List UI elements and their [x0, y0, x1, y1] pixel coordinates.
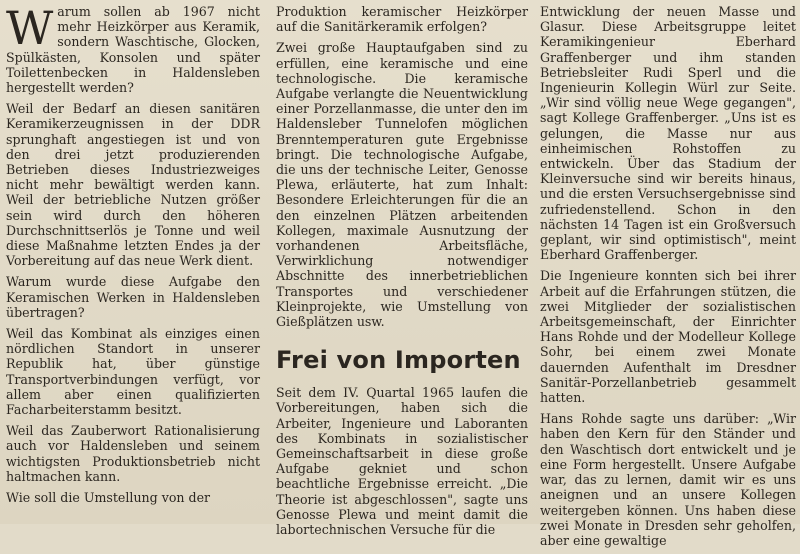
- answer-paragraph-2: Weil das Kombinat als einziges einen nördlichen Standort in unserer Republik hat, über günstige Transportverbindungen verfügt, vor allem aber einen qualifizierten Facharbeiterstamm besitzt.: [6, 326, 260, 418]
- question-paragraph-3: Wie soll die Umstellung von der: [6, 490, 211, 506]
- intro-question: [6, 1, 260, 96]
- question-paragraph-2: Warum wurde diese Aufgabe den Keramischen Werken in Haldensleben übertragen?: [6, 274, 260, 320]
- column-3: [540, 4, 796, 554]
- answer-paragraph-4: Zwei große Hauptaufgaben sind zu erfüllen, eine keramische und eine technologische. Die keramische Aufgabe verlangte die Neuentwicklung einer Porzellanmasse, die unter den im Haldensleber Tunnelofen möglichen Brenntemperaturen gute Ergebnisse bringt. Die technologische Aufgabe, die uns der technische Leiter, Genosse Plewa, erläuterte, hat zum Inhalt: Besondere Erleichterungen für die an den einzelnen Plätzen arbeitenden Kollegen, maximale Ausnutzung der vorhandenen Arbeitsfläche, Verwirklichung notwendiger Abschnitte des innerbetrieblichen Transportes und verschiedener Kleinprojekte, wie Umstellung von Gießplätzen usw.: [276, 40, 528, 330]
- intro-question-text: arum sollen ab 1967 nicht mehr Heizkörper aus Keramik, sondern Waschtische, Glocken, Spülkästen, Konsolen und später Toilettenbecken in Haldensleben hergestellt werden?: [6, 4, 260, 96]
- answer-paragraph-3: Weil das Zauberwort Rationalisierung auch vor Haldensleben und seinem wichtigsten Produktionsbetrieb nicht haltmachen kann.: [6, 423, 260, 484]
- section-paragraph-1: Seit dem IV. Quartal 1965 laufen die Vorbereitungen, haben sich die Arbeiter, Ingenieure und Laboranten des Kombinats in sozialistischer Gemeinschaftsarbeit in diese große Aufgabe gekniet und schon beachtliche Ergebnisse erreicht. „Die Theorie ist abgeschlossen", sagte uns Genosse Plewa und meint damit die labortechnischen Versuche für die: [276, 385, 528, 538]
- section-headline: Frei von Importen: [276, 346, 521, 375]
- section-paragraph-3: Die Ingenieure konnten sich bei ihrer Arbeit auf die Erfahrungen stützen, die zwei Mitglieder der sozialistischen Arbeitsgemeinschaft, der Einrichter Hans Rohde und der Modelleur Kollege Sohr, bei einem zwei Monate dauernden Aufenthalt im Dresdner Sanitär-Porzellanbetrieb gesammelt hatten.: [540, 268, 796, 406]
- question-continued: Produktion keramischer Heizkörper auf die Sanitärkeramik erfolgen?: [276, 4, 528, 35]
- section-paragraph-2: Entwicklung der neuen Masse und Glasur. Diese Arbeitsgruppe leitet Keramikingenieur Eberhard Graffenberger und ihm standen Betriebsleiter Rudi Sperl und die Ingenieurin Kollegin Würl zur Seite. „Wir sind völlig neue Wege gegangen", sagt Kollege Graffenberger. „Uns ist es gelungen, die Masse nur aus einheimischen Rohstoffen zu entwickeln. Über das Stadium der Kleinversuche sind wir bereits hinaus, und die ersten Versuchsergebnisse sind zufriedenstellend. Schon in den nächsten 14 Tagen ist ein Großversuch geplant, wir sind optimistisch", meint Eberhard Graffenberger.: [540, 4, 796, 263]
- answer-paragraph-1: Weil der Bedarf an diesen sanitären Keramikerzeugnissen in der DDR sprunghaft angestiegen ist und von den drei jetzt produzierenden Betrieben dieses Industriezweiges nicht mehr bewältigt werden kann. Weil der betriebliche Nutzen größer sein wird durch den höheren Durchschnittserlös je Tonne und weil diese Maßnahme letzten Endes ja der Vorbereitung auf das neue Werk dient.: [6, 101, 260, 269]
- drop-cap: W: [6, 1, 54, 55]
- column-2: [276, 4, 528, 543]
- column-1: [6, 1, 260, 511]
- section-paragraph-4: Hans Rohde sagte uns darüber: „Wir haben den Kern für den Ständer und den Waschtisch dort entwickelt und je eine Form hergestellt. Unsere Aufgabe war, das zu lernen, damit wir es uns aneignen und an unsere Kollegen weitergeben können. Uns haben diese zwei Monate in Dresden sehr geholfen, aber eine gewaltige: [540, 411, 796, 548]
